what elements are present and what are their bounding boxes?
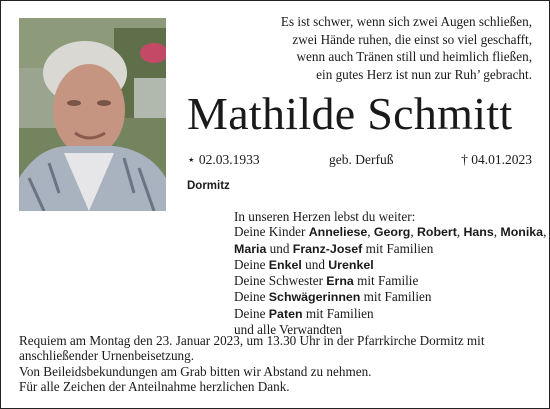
- mourners-line-children: Deine Kinder Anneliese, Georg, Robert, Hans, Monika,: [234, 224, 547, 240]
- footer-line: Von Beileidsbekundungen am Grab bitten wir Abstand zu nehmen.: [19, 363, 372, 379]
- footer-line: Für alle Zeichen der Anteilnahme herzlichen Dank.: [19, 378, 290, 394]
- mourners-list: [234, 209, 547, 338]
- deceased-name: Mathilde Schmitt: [187, 88, 513, 139]
- poem-line: Es ist schwer, wenn sich zwei Augen schließen,: [280, 14, 532, 29]
- mourners-line-godchildren: Deine Paten mit Familien: [234, 305, 374, 321]
- footer-line: anschließender Urnenbeisetzung.: [19, 348, 195, 364]
- maiden-name: geb. Derfuß: [329, 152, 394, 167]
- mourners-intro: In unseren Herzen lebst du weiter:: [234, 209, 416, 224]
- mourners-line-relatives: und alle Verwandten: [234, 322, 343, 338]
- death-date: † 04.01.2023: [461, 152, 532, 167]
- service-details: [19, 333, 539, 394]
- memorial-poem: [202, 13, 532, 83]
- poem-line: zwei Hände ruhen, die einst so viel geschafft,: [292, 31, 532, 47]
- poem-line: ein gutes Herz ist nun zur Ruh’ gebracht.: [316, 66, 532, 82]
- birth-date: ⋆ 02.03.1933: [187, 152, 260, 167]
- mourners-line-sister: Deine Schwester Erna mit Familie: [234, 273, 419, 289]
- mourners-line-children-2: Maria und Franz-Josef mit Familien: [234, 240, 434, 256]
- place-of-residence: Dormitz: [187, 180, 230, 192]
- portrait-photo: [19, 18, 166, 211]
- mourners-line-inlaws: Deine Schwägerinnen mit Familien: [234, 289, 432, 305]
- footer-line: Requiem am Montag den 23. Januar 2023, um 13.30 Uhr in der Pfarrkirche Dormitz mit: [19, 333, 485, 348]
- portrait-image: [19, 18, 166, 211]
- poem-line: wenn auch Tränen still und heimlich fließen,: [296, 49, 532, 64]
- mourners-line-grandchildren: Deine Enkel und Urenkel: [234, 256, 374, 272]
